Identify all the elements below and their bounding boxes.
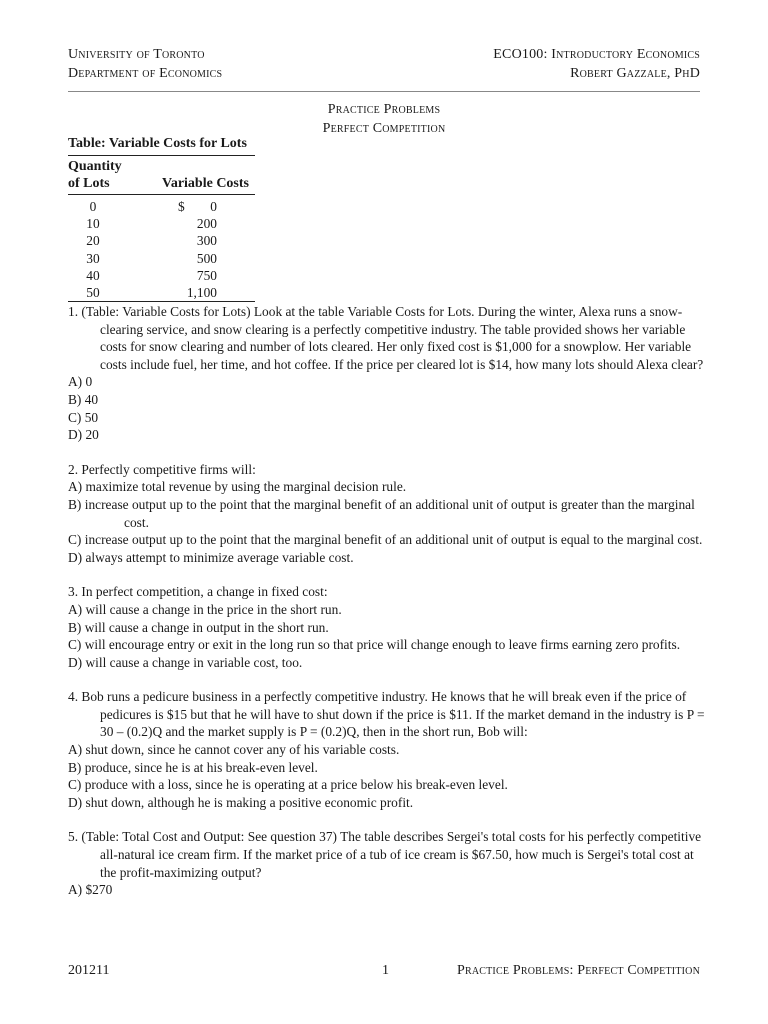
question-stem: 3. In perfect competition, a change in fixed cost: bbox=[68, 584, 328, 600]
footer-label: Practice Problems: Perfect Competition bbox=[456, 963, 700, 978]
question-stem: 4. Bob runs a pedicure business in a perfectly competitive industry. He knows that he will break even if the price of pedicures is $15 but that he will have to shut down if the price is $11. If the market demand in the industry is P = 30 – (0.2)Q and the market supply is P = (0.2)Q, then in the short run, Bob will: bbox=[68, 689, 705, 740]
column-header-quantity bbox=[68, 158, 128, 192]
answer-option: A) maximize total revenue by using the marginal decision rule. bbox=[68, 479, 407, 495]
answer-option: A) will cause a change in the price in the short run. bbox=[68, 601, 342, 617]
question-2 bbox=[68, 461, 708, 567]
instructor-name: Robert Gazzale, PhD bbox=[570, 66, 700, 81]
question-list bbox=[68, 303, 708, 899]
cell-quantity: 10 bbox=[86, 216, 100, 232]
cell-quantity: 50 bbox=[86, 284, 100, 300]
question-stem: 1. (Table: Variable Costs for Lots) Look at the table Variable Costs for Lots. During the winter, Alexa runs a snow-clearing service, and snow clearing is a perfectly competitive industry. The table provided shows her variable costs for snow clearing and number of lots cleared. Her only fixed cost is $1,000 for a snowplow. Her variable costs include fuel, her time, and hot coffee. If the price per cleared lot is $14, how many lots should Alexa clear? bbox=[68, 304, 704, 372]
answer-option: B) produce, since he is at his break-even level. bbox=[68, 759, 318, 775]
column-header-quantity-line-2: of Lots bbox=[68, 176, 110, 191]
page-title-line-2: Perfect Competition bbox=[322, 121, 446, 136]
spacer bbox=[68, 811, 708, 828]
answer-option: C) 50 bbox=[68, 409, 99, 425]
column-header-variable-costs: Variable Costs bbox=[162, 176, 249, 191]
header-rule bbox=[68, 91, 700, 92]
cell-currency: $ bbox=[178, 199, 185, 214]
answer-option: D) shut down, although he is making a positive economic profit. bbox=[68, 794, 414, 810]
cell-variable-cost: 500 bbox=[196, 250, 217, 266]
question-stem: 5. (Table: Total Cost and Output: See question 37) The table describes Sergei's total costs for his perfectly competitive all-natural ice cream firm. If the market price of a tub of ice cream is $67.50, how much is Sergei's total cost at the profit-maximizing output? bbox=[68, 829, 702, 880]
question-4 bbox=[68, 688, 708, 811]
spacer bbox=[68, 444, 708, 461]
cell-variable-cost: 0 bbox=[210, 199, 217, 214]
cell-variable-cost: 750 bbox=[196, 267, 217, 283]
university-name: University of Toronto bbox=[68, 47, 205, 62]
cell-variable-cost: 1,100 bbox=[186, 284, 217, 300]
cell-variable-cost: 300 bbox=[196, 233, 217, 249]
page-title bbox=[0, 100, 768, 138]
table-row bbox=[68, 232, 255, 249]
answer-option: B) increase output up to the point that the marginal benefit of an additional unit of output is greater than the marginal cost. bbox=[68, 496, 695, 530]
answer-option: B) 40 bbox=[68, 391, 99, 407]
cell-quantity: 20 bbox=[86, 233, 100, 249]
answer-option: D) 20 bbox=[68, 427, 99, 443]
spacer bbox=[68, 671, 708, 688]
column-header-quantity-line-1: Quantity bbox=[68, 159, 122, 174]
header-right bbox=[493, 45, 700, 83]
cell-quantity: 0 bbox=[89, 199, 97, 214]
answer-option: A) 0 bbox=[68, 374, 93, 390]
table-row bbox=[68, 215, 255, 232]
question-3 bbox=[68, 583, 708, 671]
answer-option: C) will encourage entry or exit in the long run so that price will change enough to leave firms earning zero profits. bbox=[68, 637, 681, 653]
department-name: Department of Economics bbox=[68, 66, 223, 81]
footer-code: 201211 bbox=[68, 963, 110, 978]
table-header bbox=[68, 156, 255, 195]
answer-option: D) always attempt to minimize average variable cost. bbox=[68, 549, 354, 565]
question-1 bbox=[68, 303, 708, 444]
spacer bbox=[68, 566, 708, 583]
header-left bbox=[68, 45, 222, 83]
answer-option: C) increase output up to the point that the marginal benefit of an additional unit of output is equal to the marginal cost. bbox=[68, 532, 703, 548]
table-row bbox=[68, 284, 255, 302]
cell-quantity: 30 bbox=[86, 250, 100, 266]
answer-option: C) produce with a loss, since he is operating at a price below his break-even level. bbox=[68, 777, 508, 793]
answer-option: A) $270 bbox=[68, 882, 113, 898]
cell-variable-cost: 200 bbox=[196, 216, 217, 232]
answer-option: A) shut down, since he cannot cover any of his variable costs. bbox=[68, 742, 400, 758]
question-5 bbox=[68, 828, 708, 898]
table-row bbox=[68, 198, 255, 215]
cell-quantity: 40 bbox=[86, 267, 100, 283]
question-stem: 2. Perfectly competitive firms will: bbox=[68, 461, 256, 477]
course-name: ECO100: Introductory Economics bbox=[493, 47, 700, 62]
page-title-line-1: Practice Problems bbox=[327, 102, 441, 117]
answer-option: D) will cause a change in variable cost, too. bbox=[68, 654, 303, 670]
table-title: Table: Variable Costs for Lots bbox=[68, 135, 255, 156]
answer-option: B) will cause a change in output in the short run. bbox=[68, 619, 329, 635]
table-row bbox=[68, 267, 255, 284]
table-row bbox=[68, 250, 255, 267]
variable-costs-table bbox=[68, 135, 255, 302]
page-number: 1 bbox=[382, 963, 389, 978]
